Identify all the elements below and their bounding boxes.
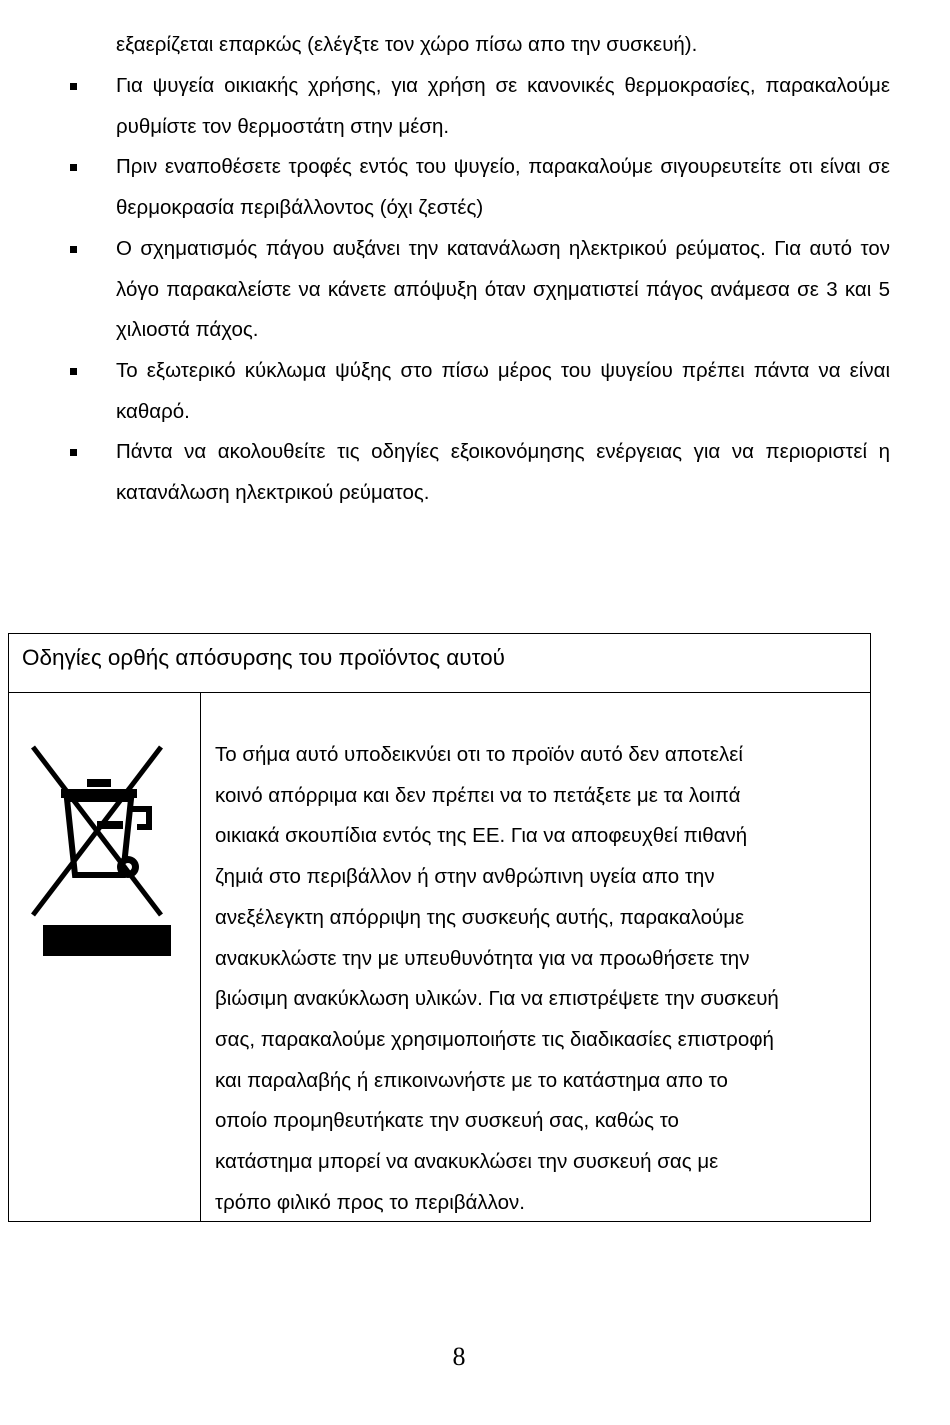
bullet-item [0, 234, 950, 356]
crossed-out-wheeled-bin-icon [27, 745, 173, 972]
disposal-description-cell [201, 693, 870, 1221]
page-number: 8 [452, 1342, 466, 1371]
disposal-symbol-cell [9, 693, 201, 1221]
disposal-description: Το σήμα αυτό υποδεικνύει οτι το προϊόν αυτό δεν αποτελεί κοινό απόρριμα και δεν πρέπει να το πετάξετε με τα λοιπά οικιακά σκουπίδια εντός της ΕΕ. Για να αποφευχθεί πιθανή ζημιά στο περιβάλλον ή στην ανθρώπινη υγεία απο την ανεξέλεγκτη απόρριψη της συσκευής αυτής, παρακαλούμε ανακυκλώστε την με υπευθυνότητα για να προωθήσετε την βιώσιμη ανακύκλωση υλικών. Για να επιστρέψετε την συσκευή σας, παρακαλούμε χρησιμοποιήστε τις διαδικασίες επιστροφή και παραλαβής ή επικοινωνήστε με το κατάστημα απο το οποίο προμηθευτήκατε την συσκευή σας, καθώς το κατάστημα μπορεί να ανακυκλώσει την συσκευή σας με τρόπο φιλικό προς το περιβάλλον. [215, 743, 779, 1214]
bullet-item [0, 437, 950, 518]
bullet-text: Το εξωτερικό κύκλωμα ψύξης στο πίσω μέρος του ψυγείου πρέπει πάντα να είναι καθαρό. [116, 358, 890, 423]
disposal-title: Οδηγίες ορθής απόσυρσης του προϊόντος αυτού [22, 645, 505, 670]
bullet-text: Ο σχηματισμός πάγου αυξάνει την κατανάλωση ηλεκτρικού ρεύματος. Για αυτό τον λόγο παρακαλείστε να κάνετε απόψυξη όταν σχηματιστεί πάγος ανάμεσα σε 3 και 5 χιλιοστά πάχος. [116, 236, 890, 342]
bullet-list [0, 71, 950, 519]
bullet-item [0, 71, 950, 152]
square-bullet-icon [70, 83, 77, 90]
disposal-instructions-table [8, 633, 871, 1222]
disposal-header [9, 634, 870, 693]
square-bullet-icon [70, 368, 77, 375]
bullet-item [0, 356, 950, 437]
bullet-item [0, 152, 950, 233]
square-bullet-icon [70, 246, 77, 253]
bullet-text: Για ψυγεία οικιακής χρήσης, για χρήση σε κανονικές θερμοκρασίες, παρακαλούμε ρυθμίστε τον θερμοστάτη στην μέση. [116, 74, 890, 138]
bullet-text: Πάντα να ακολουθείτε τις οδηγίες εξοικονόμησης ενέργειας για να περιοριστεί η κατανάλωση ηλεκτρικού ρεύματος. [116, 440, 890, 505]
bullet-text: Πριν εναποθέσετε τροφές εντός του ψυγείο, παρακαλούμε σιγουρευτείτε οτι είναι σε θερμοκρασία περιβάλλοντος (όχι ζεστές) [116, 155, 890, 220]
square-bullet-icon [70, 449, 77, 456]
intro-line: εξαερίζεται επαρκώς (ελέγξτε τον χώρο πίσω απο την συσκευή). [116, 33, 698, 56]
square-bullet-icon [70, 164, 77, 171]
